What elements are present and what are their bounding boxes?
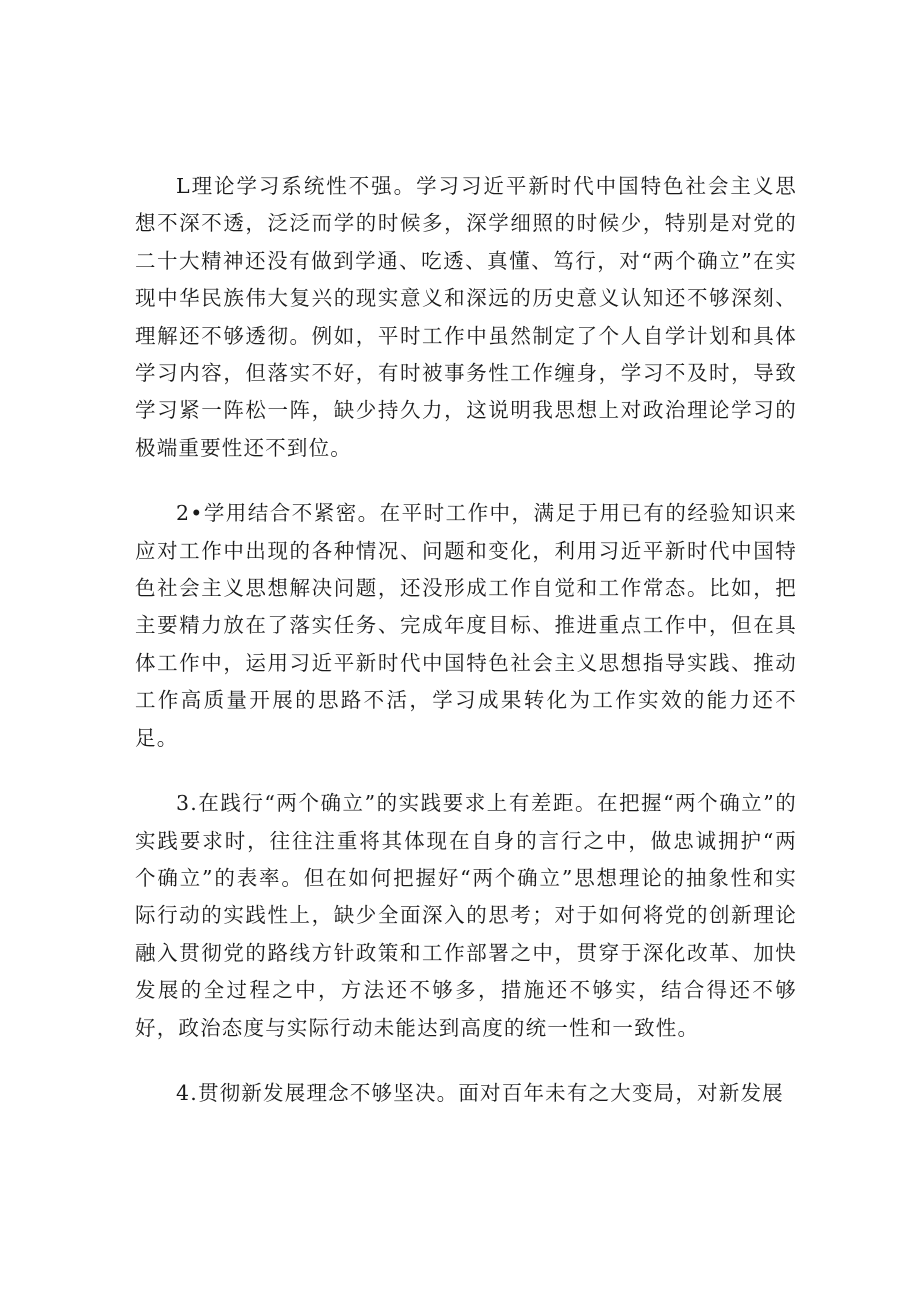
paragraph-3: 3.在践行“两个确立”的实践要求上有差距。在把握“两个确立”的实践要求时，往往注重将其体现在自身的言行之中，做忠诚拥护“两个确立”的表率。但在如何把握好“两个确立”思想理论的抽象性和实际行动的实践性上，缺少全面深入的思考；对于如何将党的创新理论融入贯彻党的路线方针政策和工作部署之中，贯穿于深化改革、加快发展的全过程之中，方法还不够多，措施还不够实，结合得还不够好，政治态度与实际行动未能达到高度的统一性和一致性。 <box>135 791 797 1040</box>
document-body <box>135 168 797 1140</box>
paragraph-4: 4.贯彻新发展理念不够坚决。面对百年未有之大变局，对新发展 <box>176 1080 784 1105</box>
paragraph-2: 2•学用结合不紧密。在平时工作中，满足于用已有的经验知识来应对工作中出现的各种情况、问题和变化，利用习近平新时代中国特色社会主义思想解决问题，还没形成工作自觉和工作常态。比如，把主要精力放在了落实任务、完成年度目标、推进重点工作中，但在具体工作中，运用习近平新时代中国特色社会主义思想指导实践、推动工作高质量开展的思路不活，学习成果转化为工作实效的能力还不足。 <box>135 501 797 750</box>
paragraph-1: L理论学习系统性不强。学习习近平新时代中国特色社会主义思想不深不透，泛泛而学的时候多，深学细照的时候少，特别是对党的二十大精神还没有做到学通、吃透、真懂、笃行，对“两个确立”在实现中华民族伟大复兴的现实意义和深远的历史意义认知还不够深刻、理解还不够透彻。例如，平时工作中虽然制定了个人自学计划和具体学习内容，但落实不好，有时被事务性工作缠身，学习不及时，导致学习紧一阵松一阵，缺少持久力，这说明我思想上对政治理论学习的极端重要性还不到位。 <box>135 174 797 460</box>
